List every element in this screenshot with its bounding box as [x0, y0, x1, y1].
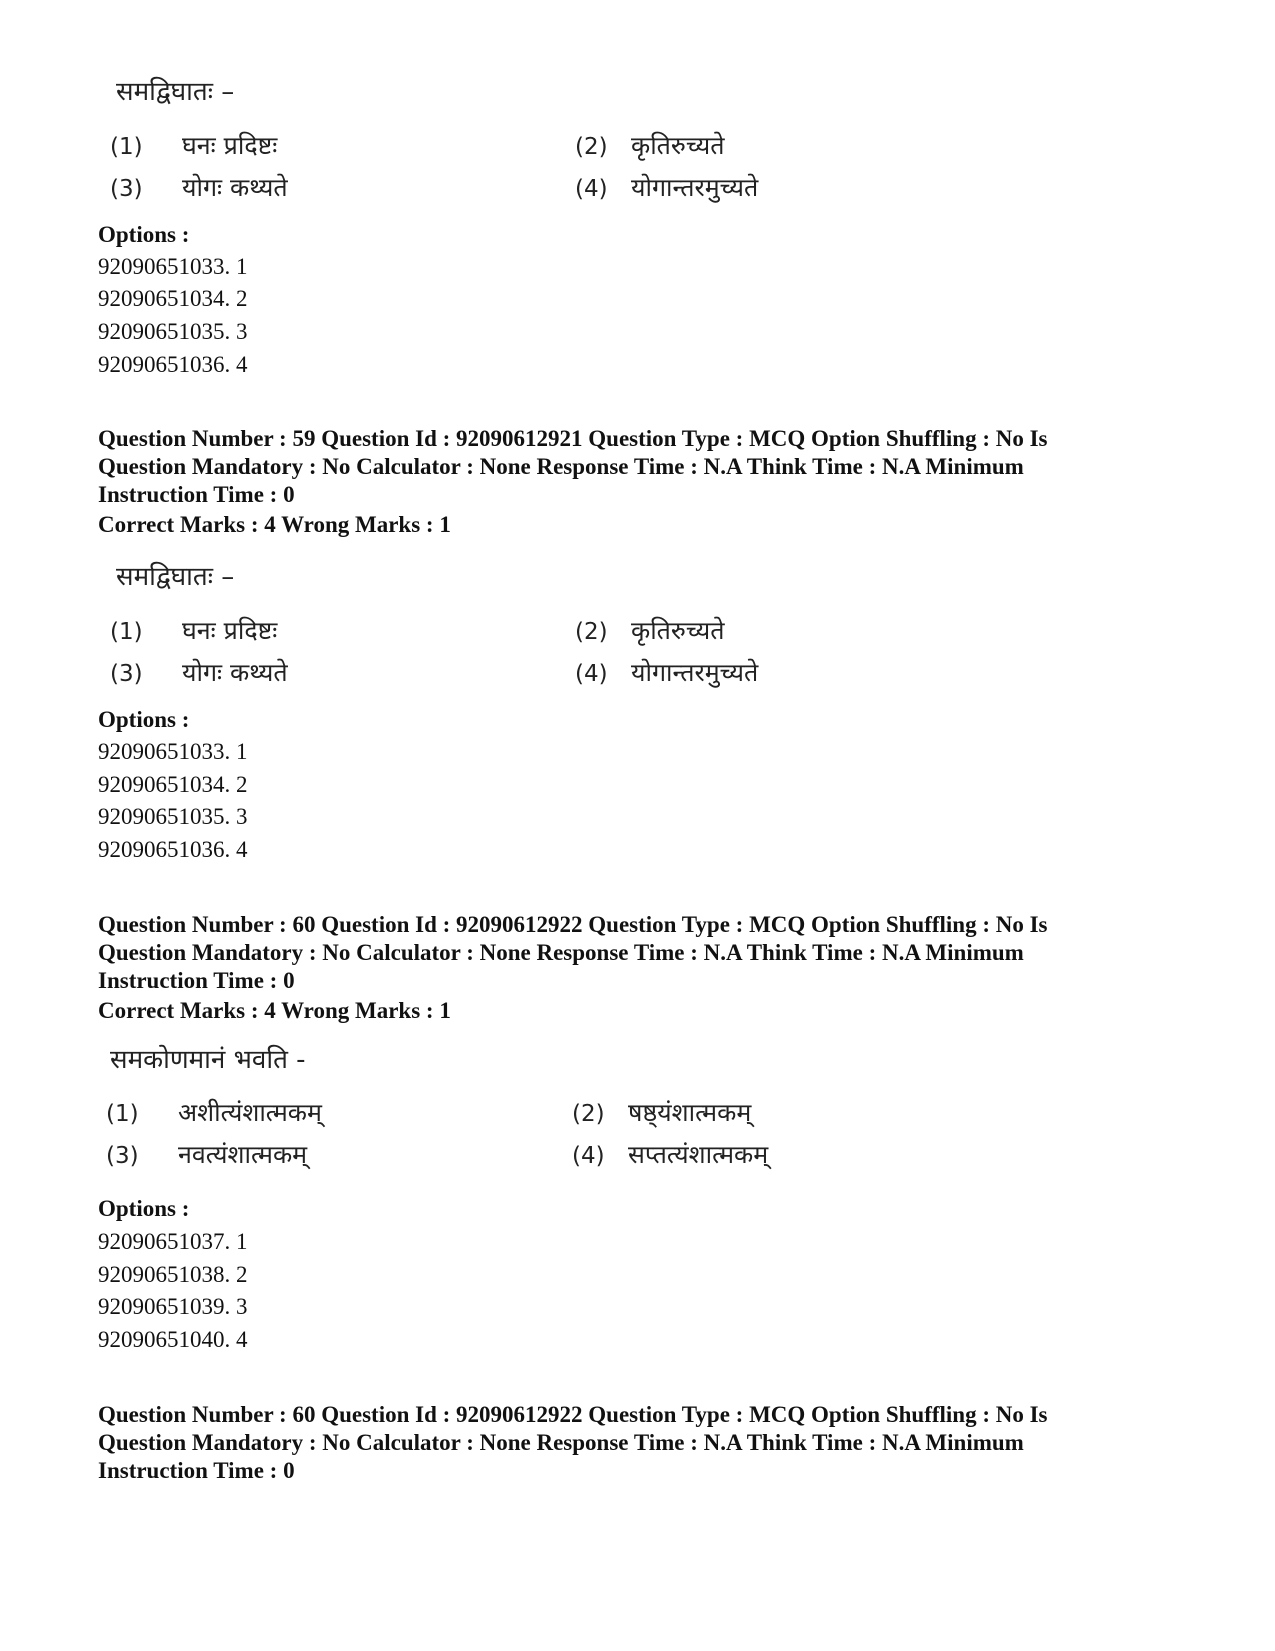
- marks-line: Correct Marks : 4 Wrong Marks : 1: [98, 512, 451, 537]
- meta-line: Question Mandatory : No Calculator : None Response Time : N.A Think Time : N.A Minimum: [98, 1430, 1024, 1455]
- choice-number: (4): [575, 661, 608, 687]
- choice-number: (1): [106, 1101, 139, 1127]
- choice-text: नवत्यंशात्मकम्: [178, 1140, 308, 1169]
- choice-3: [106, 1137, 307, 1171]
- choice-number: (3): [106, 1143, 139, 1169]
- option-item: 92090651034. 2: [98, 772, 248, 797]
- choice-2: [572, 1095, 751, 1129]
- meta-line: Instruction Time : 0: [98, 482, 295, 507]
- choice-number: (1): [110, 619, 143, 645]
- choice-4: [575, 655, 758, 689]
- option-item: 92090651034. 2: [98, 286, 248, 311]
- choice-text: षष्ठ्यंशात्मकम्: [628, 1098, 752, 1127]
- meta-line: Question Number : 60 Question Id : 92090612922 Question Type : MCQ Option Shuffling : No Is: [98, 1402, 1048, 1427]
- options-heading: Options :: [98, 707, 190, 732]
- option-item: 92090651038. 2: [98, 1262, 248, 1287]
- choice-number: (2): [572, 1101, 605, 1127]
- question-meta: [98, 911, 1198, 995]
- choice-number: (4): [575, 176, 608, 202]
- choice-text: योगान्तरमुच्यते: [631, 173, 759, 202]
- choice-4: [572, 1137, 768, 1171]
- choice-number: (3): [110, 176, 143, 202]
- option-item: 92090651039. 3: [98, 1294, 248, 1319]
- question-stem: समद्विघातः –: [116, 562, 235, 592]
- option-item: 92090651033. 1: [98, 254, 248, 279]
- meta-line: Instruction Time : 0: [98, 968, 295, 993]
- choice-text: कृतिरुच्यते: [631, 616, 725, 645]
- choice-2: [575, 128, 725, 162]
- choice-1: [110, 613, 277, 647]
- option-item: 92090651036. 4: [98, 837, 248, 862]
- choice-4: [575, 170, 758, 204]
- meta-line: Question Mandatory : No Calculator : None Response Time : N.A Think Time : N.A Minimum: [98, 454, 1024, 479]
- choice-text: योगः कथ्यते: [182, 173, 288, 202]
- choice-number: (1): [110, 134, 143, 160]
- meta-line: Question Mandatory : No Calculator : None Response Time : N.A Think Time : N.A Minimum: [98, 940, 1024, 965]
- options-heading: Options :: [98, 222, 190, 247]
- choice-text: योगान्तरमुच्यते: [631, 658, 759, 687]
- meta-line: Question Number : 59 Question Id : 92090612921 Question Type : MCQ Option Shuffling : No Is: [98, 426, 1048, 451]
- question-meta: [98, 1401, 1198, 1485]
- question-image: [100, 1040, 820, 1185]
- question-stem: समद्विघातः –: [116, 77, 235, 107]
- meta-line: Instruction Time : 0: [98, 1458, 295, 1483]
- option-item: 92090651036. 4: [98, 352, 248, 377]
- choice-number: (3): [110, 661, 143, 687]
- choice-text: सप्तत्यंशात्मकम्: [628, 1140, 769, 1169]
- question-image: [100, 72, 820, 217]
- choice-text: कृतिरुच्यते: [631, 131, 725, 160]
- choice-2: [575, 613, 725, 647]
- choice-text: योगः कथ्यते: [182, 658, 288, 687]
- choice-number: (2): [575, 134, 608, 160]
- options-heading: Options :: [98, 1196, 190, 1221]
- choice-3: [110, 655, 288, 689]
- option-item: 92090651035. 3: [98, 804, 248, 829]
- choice-text: घनः प्रदिष्टः: [182, 131, 278, 160]
- choice-text: अशीत्यंशात्मकम्: [178, 1098, 322, 1127]
- question-meta: [98, 425, 1198, 509]
- choice-number: (2): [575, 619, 608, 645]
- question-stem: समकोणमानं भवति -: [110, 1045, 306, 1075]
- option-item: 92090651033. 1: [98, 739, 248, 764]
- choice-1: [106, 1095, 322, 1129]
- choice-number: (4): [572, 1143, 605, 1169]
- option-item: 92090651040. 4: [98, 1327, 248, 1352]
- choice-text: घनः प्रदिष्टः: [182, 616, 278, 645]
- meta-line: Question Number : 60 Question Id : 92090612922 Question Type : MCQ Option Shuffling : No Is: [98, 912, 1048, 937]
- option-item: 92090651035. 3: [98, 319, 248, 344]
- choice-3: [110, 170, 288, 204]
- choice-1: [110, 128, 277, 162]
- marks-line: Correct Marks : 4 Wrong Marks : 1: [98, 998, 451, 1023]
- option-item: 92090651037. 1: [98, 1229, 248, 1254]
- question-image: [100, 557, 820, 702]
